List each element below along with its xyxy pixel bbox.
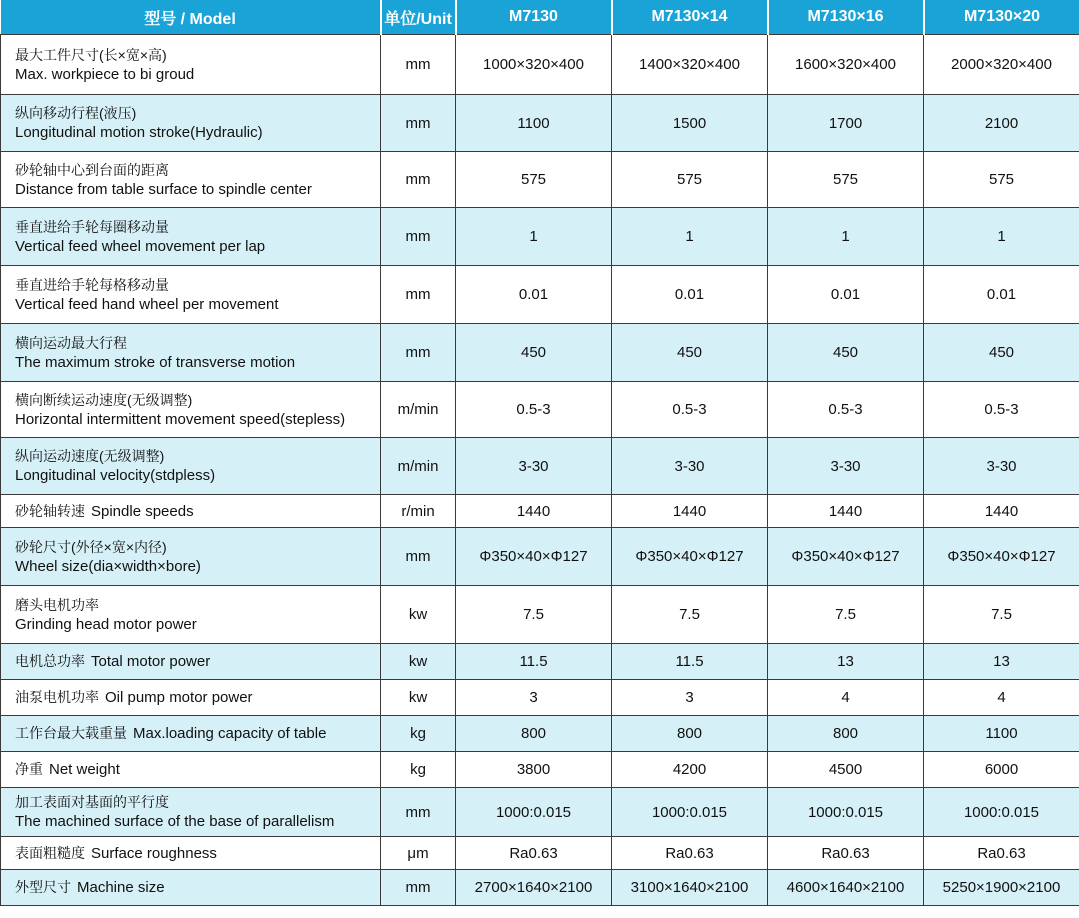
- spec-value: Φ350×40×Φ127: [768, 528, 924, 586]
- spec-value: Ra0.63: [612, 837, 768, 870]
- spec-parameter: [1, 837, 381, 870]
- spec-value: 450: [768, 324, 924, 382]
- spec-value: 1440: [612, 495, 768, 528]
- spec-value: 0.5-3: [924, 382, 1079, 438]
- spec-value: 4: [768, 680, 924, 716]
- parameter-name-en: Spindle speeds: [91, 502, 194, 520]
- spec-row: [1, 208, 1079, 266]
- spec-value: 13: [768, 644, 924, 680]
- parameter-name-cn: 垂直进给手轮每格移动量: [15, 276, 169, 293]
- parameter-name-cn: 最大工件尺寸(长×宽×高): [15, 46, 167, 63]
- parameter-name-cn: 横向运动最大行程: [15, 334, 127, 351]
- parameter-name-cn: 电机总功率: [15, 653, 85, 669]
- spec-value: 2700×1640×2100: [456, 870, 612, 906]
- spec-row: [1, 837, 1079, 870]
- parameter-name-cn: 加工表面对基面的平行度: [15, 794, 169, 810]
- spec-unit: mm: [381, 528, 456, 586]
- spec-value: 450: [924, 324, 1079, 382]
- spec-unit: m/min: [381, 438, 456, 495]
- parameter-name-en: Surface roughness: [91, 844, 217, 862]
- spec-parameter: [1, 870, 381, 906]
- spec-parameter: [1, 35, 381, 95]
- parameter-name-en: Total motor power: [91, 653, 211, 670]
- spec-value: 6000: [924, 752, 1079, 788]
- spec-value: Ra0.63: [924, 837, 1079, 870]
- spec-parameter: [1, 644, 381, 680]
- spec-unit: m/min: [381, 382, 456, 438]
- spec-row: [1, 752, 1079, 788]
- spec-unit: mm: [381, 870, 456, 906]
- spec-row: [1, 586, 1079, 644]
- spec-value: 7.5: [456, 586, 612, 644]
- parameter-name-en: Machine size: [77, 879, 165, 896]
- parameter-name-cn: 净重: [15, 761, 43, 777]
- spec-parameter: [1, 680, 381, 716]
- spec-value: 11.5: [456, 644, 612, 680]
- parameter-name-en: Vertical feed wheel movement per lap: [15, 237, 266, 255]
- spec-value: Ra0.63: [456, 837, 612, 870]
- spec-parameter: [1, 438, 381, 495]
- spec-row: [1, 152, 1079, 208]
- parameter-name-cn: 表面粗糙度: [15, 844, 85, 861]
- spec-value: 3-30: [612, 438, 768, 495]
- spec-value: 3-30: [456, 438, 612, 495]
- spec-value: 7.5: [924, 586, 1079, 644]
- spec-unit: mm: [381, 788, 456, 837]
- parameter-name-en: Distance from table surface to spindle center: [15, 180, 312, 198]
- spec-parameter: [1, 716, 381, 752]
- spec-value: 0.5-3: [612, 382, 768, 438]
- spec-unit: mm: [381, 324, 456, 382]
- spec-value: 7.5: [768, 586, 924, 644]
- parameter-name-en: The machined surface of the base of parallelism: [15, 813, 335, 830]
- parameter-name-cn: 工作台最大载重量: [15, 725, 127, 741]
- spec-parameter: [1, 382, 381, 438]
- spec-value: 3100×1640×2100: [612, 870, 768, 906]
- spec-value: 0.01: [768, 266, 924, 324]
- spec-value: 450: [456, 324, 612, 382]
- spec-value: 1440: [924, 495, 1079, 528]
- spec-value: 1100: [456, 95, 612, 152]
- spec-row: [1, 324, 1079, 382]
- parameter-name-cn: 砂轮尺寸(外径×宽×内径): [15, 538, 167, 555]
- parameter-name-cn: 外型尺寸: [15, 879, 71, 895]
- spec-parameter: [1, 788, 381, 837]
- spec-value: 575: [924, 152, 1079, 208]
- spec-parameter: [1, 324, 381, 382]
- spec-unit: kg: [381, 716, 456, 752]
- spec-value: 4200: [612, 752, 768, 788]
- spec-parameter: [1, 152, 381, 208]
- spec-value: 2000×320×400: [924, 35, 1079, 95]
- spec-parameter: [1, 586, 381, 644]
- header-unit-label: 单位/Unit: [381, 0, 456, 35]
- spec-unit: kw: [381, 586, 456, 644]
- header-model-m7130x16: M7130×16: [768, 0, 924, 35]
- header-row: [1, 0, 1079, 35]
- spec-row: [1, 95, 1079, 152]
- spec-value: Φ350×40×Φ127: [612, 528, 768, 586]
- parameter-name-en: Wheel size(dia×width×bore): [15, 557, 201, 575]
- spec-value: 800: [768, 716, 924, 752]
- spec-parameter: [1, 95, 381, 152]
- spec-value: 1000:0.015: [924, 788, 1079, 837]
- parameter-name-cn: 横向断续运动速度(无级调整): [15, 391, 193, 408]
- spec-value: 1700: [768, 95, 924, 152]
- spec-row: [1, 266, 1079, 324]
- spec-value: 13: [924, 644, 1079, 680]
- spec-parameter: [1, 752, 381, 788]
- spec-value: 4: [924, 680, 1079, 716]
- spec-value: 0.5-3: [456, 382, 612, 438]
- spec-value: Φ350×40×Φ127: [456, 528, 612, 586]
- parameter-name-en: Grinding head motor power: [15, 615, 197, 633]
- spec-value: 1: [924, 208, 1079, 266]
- spec-value: 0.01: [456, 266, 612, 324]
- spec-value: 4600×1640×2100: [768, 870, 924, 906]
- spec-unit: μm: [381, 837, 456, 870]
- spec-row: [1, 438, 1079, 495]
- parameter-name-en: Oil pump motor power: [105, 689, 253, 706]
- parameter-name-en: Longitudinal velocity(stdpless): [15, 467, 216, 484]
- parameter-name-cn: 垂直进给手轮每圈移动量: [15, 218, 169, 235]
- spec-value: Φ350×40×Φ127: [924, 528, 1079, 586]
- spec-value: 1000:0.015: [456, 788, 612, 837]
- spec-value: 4500: [768, 752, 924, 788]
- spec-row: [1, 382, 1079, 438]
- spec-value: 2100: [924, 95, 1079, 152]
- spec-unit: mm: [381, 208, 456, 266]
- spec-value: 575: [456, 152, 612, 208]
- spec-value: 450: [612, 324, 768, 382]
- parameter-name-cn: 磨头电机功率: [15, 596, 99, 613]
- parameter-name-en: Net weight: [49, 761, 120, 778]
- spec-value: 7.5: [612, 586, 768, 644]
- spec-parameter: [1, 528, 381, 586]
- spec-value: 3: [612, 680, 768, 716]
- spec-parameter: [1, 495, 381, 528]
- spec-value: 575: [768, 152, 924, 208]
- spec-parameter: [1, 208, 381, 266]
- spec-value: 1: [612, 208, 768, 266]
- spec-value: 1600×320×400: [768, 35, 924, 95]
- spec-value: 800: [456, 716, 612, 752]
- spec-value: 1440: [456, 495, 612, 528]
- header-model-m7130x14: M7130×14: [612, 0, 768, 35]
- spec-value: 1: [768, 208, 924, 266]
- spec-parameter: [1, 266, 381, 324]
- parameter-name-en: Max. workpiece to bi groud: [15, 65, 195, 83]
- spec-unit: mm: [381, 95, 456, 152]
- spec-value: 1400×320×400: [612, 35, 768, 95]
- parameter-name-en: Horizontal intermittent movement speed(stepless): [15, 410, 346, 428]
- spec-value: 0.5-3: [768, 382, 924, 438]
- spec-row: [1, 35, 1079, 95]
- spec-value: 3-30: [924, 438, 1079, 495]
- spec-unit: kg: [381, 752, 456, 788]
- spec-value: 800: [612, 716, 768, 752]
- header-model-label: 型号 / Model: [1, 0, 381, 35]
- header-model-m7130: M7130: [456, 0, 612, 35]
- spec-value: 3800: [456, 752, 612, 788]
- spec-value: 1440: [768, 495, 924, 528]
- parameter-name-cn: 砂轮轴转速: [15, 502, 85, 519]
- spec-value: 1000:0.015: [768, 788, 924, 837]
- spec-value: 1: [456, 208, 612, 266]
- spec-value: 11.5: [612, 644, 768, 680]
- spec-value: Ra0.63: [768, 837, 924, 870]
- spec-unit: kw: [381, 680, 456, 716]
- spec-unit: mm: [381, 35, 456, 95]
- spec-unit: kw: [381, 644, 456, 680]
- spec-body: [1, 35, 1079, 906]
- parameter-name-cn: 油泵电机功率: [15, 689, 99, 705]
- spec-value: 1500: [612, 95, 768, 152]
- spec-unit: r/min: [381, 495, 456, 528]
- spec-value: 575: [612, 152, 768, 208]
- spec-row: [1, 788, 1079, 837]
- spec-value: 0.01: [612, 266, 768, 324]
- spec-unit: mm: [381, 152, 456, 208]
- spec-value: 5250×1900×2100: [924, 870, 1079, 906]
- spec-value: 3-30: [768, 438, 924, 495]
- parameter-name-en: Max.loading capacity of table: [133, 725, 327, 742]
- spec-value: 1000:0.015: [612, 788, 768, 837]
- spec-value: 3: [456, 680, 612, 716]
- parameter-name-en: Longitudinal motion stroke(Hydraulic): [15, 124, 263, 141]
- header-model-m7130x20: M7130×20: [924, 0, 1079, 35]
- parameter-name-en: The maximum stroke of transverse motion: [15, 353, 296, 371]
- parameter-name-cn: 纵向运动速度(无级调整): [15, 448, 165, 464]
- spec-value: 0.01: [924, 266, 1079, 324]
- spec-row: [1, 644, 1079, 680]
- parameter-name-en: Vertical feed hand wheel per movement: [15, 295, 279, 313]
- spec-value: 1100: [924, 716, 1079, 752]
- spec-row: [1, 528, 1079, 586]
- spec-row: [1, 680, 1079, 716]
- parameter-name-cn: 纵向移动行程(液压): [15, 105, 137, 121]
- spec-unit: mm: [381, 266, 456, 324]
- spec-row: [1, 495, 1079, 528]
- parameter-name-cn: 砂轮轴中心到台面的距离: [15, 161, 169, 178]
- spec-row: [1, 870, 1079, 906]
- spec-value: 1000×320×400: [456, 35, 612, 95]
- spec-row: [1, 716, 1079, 752]
